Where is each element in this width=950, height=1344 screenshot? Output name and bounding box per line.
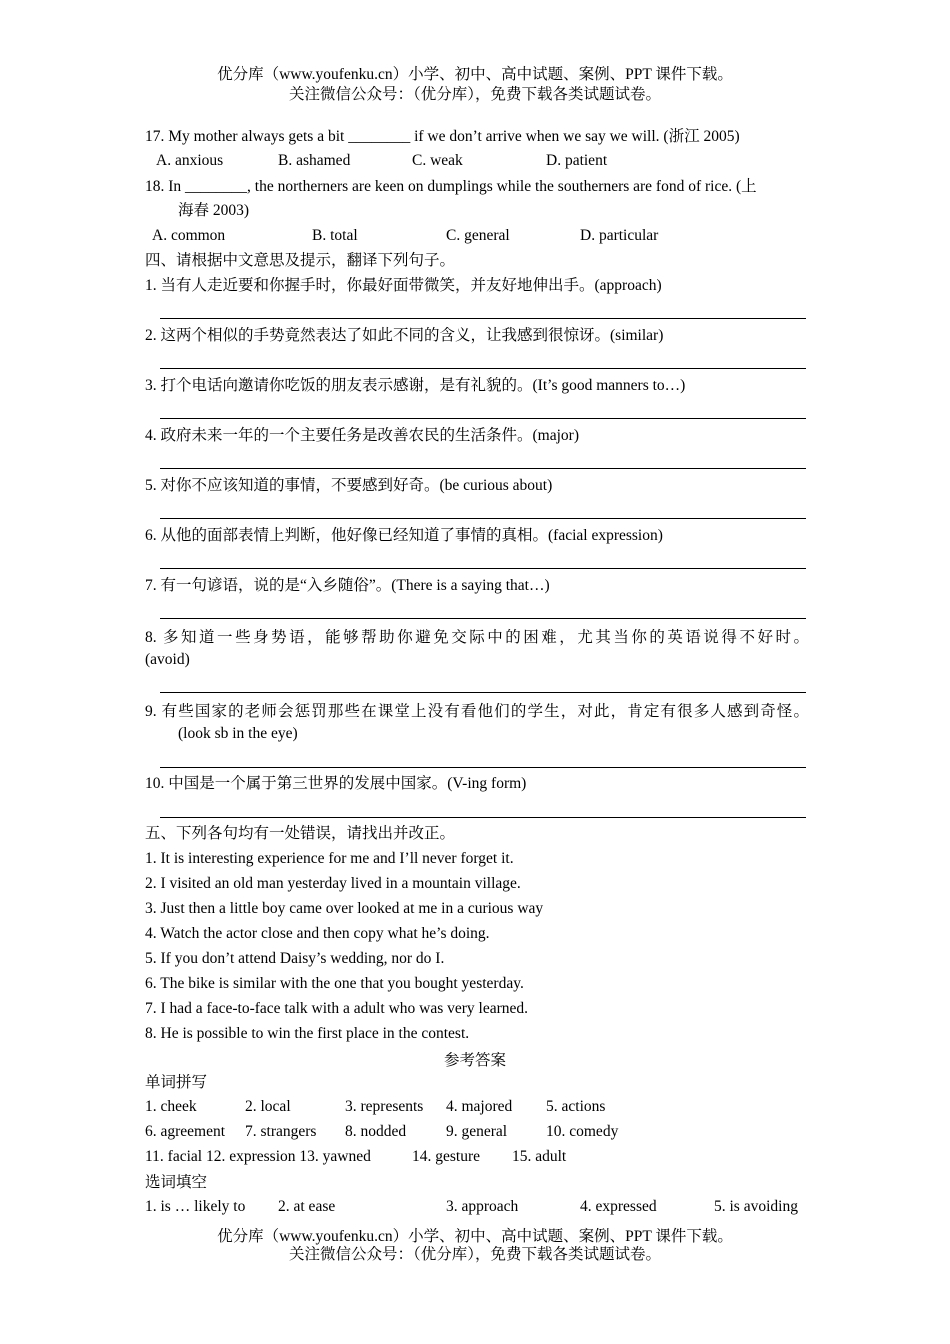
option-b: B. ashamed	[278, 152, 351, 169]
footer-line-1: 优分库（www.youfenku.cn）小学、初中、高中试题、案例、PPT 课件下载。	[217, 1228, 733, 1245]
option-c: C. weak	[412, 152, 463, 169]
question-17-stem: 17. My mother always gets a bit ________ if we don’t arrive when we say we will. (浙江 2005)	[145, 128, 740, 145]
answer-item: 7. strangers	[245, 1123, 317, 1140]
answer-blank[interactable]	[160, 767, 806, 768]
answer-item: 2. at ease	[278, 1198, 336, 1215]
translation-item-6: 6. 从他的面部表情上判断，他好像已经知道了事情的真相。(facial expression)	[145, 527, 663, 544]
answer-item: 6. agreement	[145, 1123, 226, 1140]
option-b: B. total	[312, 227, 358, 244]
header-line-2: 关注微信公众号：（优分库），免费下载各类试题试卷。	[288, 86, 661, 103]
answer-item: 9. general	[446, 1123, 508, 1140]
translation-item-7: 7. 有一句谚语，说的是“入乡随俗”。(There is a saying that…)	[145, 577, 550, 594]
answer-item: 2. local	[245, 1098, 291, 1115]
answer-blank[interactable]	[160, 618, 806, 619]
header-line-1: 优分库（www.youfenku.cn）小学、初中、高中试题、案例、PPT 课件下载。	[217, 66, 733, 83]
answer-item: 3. approach	[446, 1198, 519, 1215]
correction-item-7: 7. I had a face-to-face talk with a adult who was very learned.	[145, 1000, 529, 1017]
footer-line-2: 关注微信公众号：（优分库），免费下载各类试题试卷。	[288, 1246, 661, 1263]
correction-item-1: 1. It is interesting experience for me and I’ll never forget it.	[145, 850, 514, 867]
section-4-title: 四、请根据中文意思及提示，翻译下列句子。	[145, 252, 456, 269]
translation-item-9-cont: (look sb in the eye)	[178, 725, 298, 742]
answer-item: 1. is … likely to	[145, 1198, 246, 1215]
answer-blank[interactable]	[160, 318, 806, 319]
correction-item-5: 5. If you don’t attend Daisy’s wedding, nor do I.	[145, 950, 445, 967]
translation-item-10: 10. 中国是一个属于第三世界的发展中国家。(V-ing form)	[145, 775, 527, 792]
answer-blank[interactable]	[160, 817, 806, 818]
option-d: D. patient	[546, 152, 608, 169]
answer-item: 4. expressed	[580, 1198, 657, 1215]
correction-item-4: 4. Watch the actor close and then copy what he’s doing.	[145, 925, 490, 942]
correction-item-2: 2. I visited an old man yesterday lived in a mountain village.	[145, 875, 521, 892]
answer-blank[interactable]	[160, 368, 806, 369]
fill-title: 选词填空	[145, 1174, 208, 1191]
translation-item-5: 5. 对你不应该知道的事情，不要感到好奇。(be curious about)	[145, 477, 553, 494]
answer-item: 10. comedy	[546, 1123, 619, 1140]
answer-item: 3. represents	[345, 1098, 424, 1115]
answer-blank[interactable]	[160, 468, 806, 469]
answer-item: 11. facial 12. expression 13. yawned	[145, 1148, 371, 1165]
answer-item: 1. cheek	[145, 1098, 197, 1115]
answer-item: 15. adult	[512, 1148, 567, 1165]
answer-blank[interactable]	[160, 418, 806, 419]
translation-item-3: 3. 打个电话向邀请你吃饭的朋友表示感谢，是有礼貌的。(It’s good manners to…)	[145, 377, 686, 394]
answer-blank[interactable]	[160, 692, 806, 693]
section-5-title: 五、下列各句均有一处错误，请找出并改正。	[145, 825, 456, 842]
translation-item-9: 9. 有些国家的老师会惩罚那些在课堂上没有看他们的学生，对此，肯定有很多人感到奇怪。	[145, 703, 809, 720]
answer-item: 5. is avoiding	[714, 1198, 798, 1215]
correction-item-8: 8. He is possible to win the first place in the contest.	[145, 1025, 470, 1042]
question-18-stem-cont: 海春 2003)	[178, 202, 250, 219]
translation-item-2: 2. 这两个相似的手势竟然表达了如此不同的含义，让我感到很惊讶。(similar)	[145, 327, 664, 344]
option-d: D. particular	[580, 227, 659, 244]
answer-blank[interactable]	[160, 568, 806, 569]
option-c: C. general	[446, 227, 510, 244]
question-18-stem: 18. In ________, the northerners are keen on dumplings while the southerners are fond of rice. (上	[145, 178, 757, 195]
answer-item: 5. actions	[546, 1098, 606, 1115]
answers-title: 参考答案	[443, 1052, 506, 1069]
answer-blank[interactable]	[160, 518, 806, 519]
correction-item-3: 3. Just then a little boy came over looked at me in a curious way	[145, 900, 544, 917]
correction-item-6: 6. The bike is similar with the one that you bought yesterday.	[145, 975, 524, 992]
spelling-title: 单词拼写	[145, 1074, 208, 1091]
translation-item-4: 4. 政府未来一年的一个主要任务是改善农民的生活条件。(major)	[145, 427, 579, 444]
answer-item: 8. nodded	[345, 1123, 407, 1140]
option-a: A. anxious	[156, 152, 224, 169]
translation-item-1: 1. 当有人走近要和你握手时，你最好面带微笑，并友好地伸出手。(approach)	[145, 277, 662, 294]
translation-item-8-cont: (avoid)	[145, 651, 190, 668]
answer-item: 4. majored	[446, 1098, 513, 1115]
option-a: A. common	[152, 227, 226, 244]
translation-item-8: 8. 多知道一些身势语，能够帮助你避免交际中的困难，尤其当你的英语说得不好时。	[145, 629, 809, 646]
answer-item: 14. gesture	[412, 1148, 481, 1165]
